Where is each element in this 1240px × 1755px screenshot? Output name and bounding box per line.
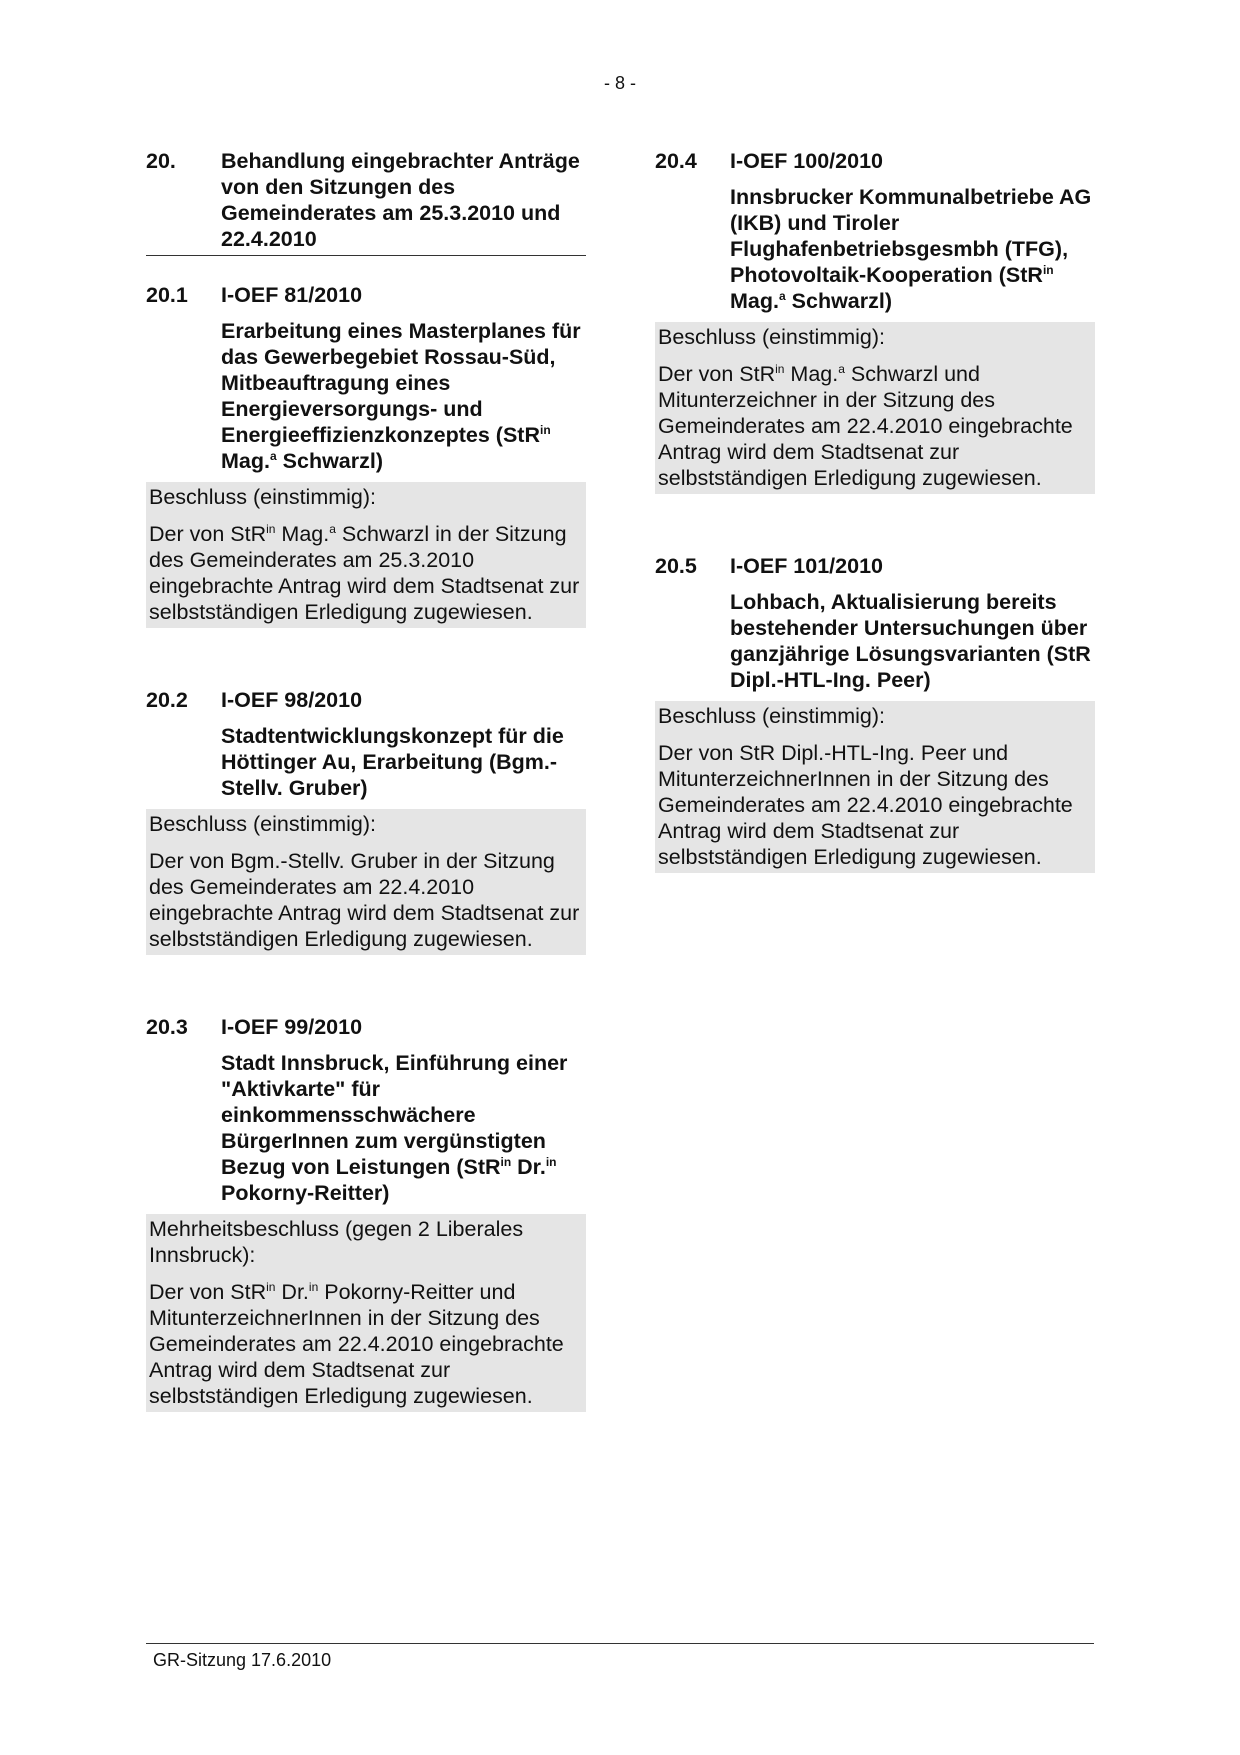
decision-box [146, 1214, 586, 1412]
item-title: Stadtentwicklungskonzept für die Höttinger Au, Erarbeitung (Bgm.-Stellv. Gruber) [221, 724, 564, 800]
agenda-item-20-3 [146, 1014, 586, 1412]
decision-box [655, 701, 1095, 873]
footer-divider [146, 1643, 1094, 1644]
item-title: Erarbeitung eines Masterplanes für das Gewerbegebiet Rossau-Süd, Mitbeauftragung eines Energieversorgungs- und Energieeffizienzkonzeptes (StR$^{in}$ Mag.$^a$ Schwarzl) [221, 319, 581, 473]
right-column [655, 148, 1095, 873]
item-code: I-OEF 101/2010 [730, 554, 883, 578]
decision-text: Der von Bgm.-Stellv. Gruber in der Sitzung des Gemeinderates am 22.4.2010 eingebrachte Antrag wird dem Stadtsenat zur selbstständigen Erledigung zugewiesen. [149, 849, 580, 951]
decision-label: Beschluss (einstimmig): [149, 812, 376, 836]
item-number: 20.5 [655, 554, 697, 578]
item-code: I-OEF 99/2010 [221, 1015, 363, 1039]
decision-text: Der von StR Dipl.-HTL-Ing. Peer und MitunterzeichnerInnen in der Sitzung des Gemeinderates am 22.4.2010 eingebrachte Antrag wird dem Stadtsenat zur selbstständigen Erledigung zugewiesen. [658, 741, 1073, 869]
decision-label: Beschluss (einstimmig): [149, 485, 376, 509]
item-number: 20.4 [655, 149, 697, 173]
left-column [146, 148, 586, 1412]
page-number: - 8 - [603, 73, 636, 93]
section-number: 20. [146, 149, 176, 173]
item-number: 20.3 [146, 1015, 188, 1039]
item-title: Stadt Innsbruck, Einführung einer "Aktivkarte" für einkommensschwächere BürgerInnen zum vergünstigten Bezug von Leistungen (StR$^{in}$ Dr.$^{in}$ Pokorny-Reitter) [221, 1051, 568, 1205]
footer-text: GR-Sitzung 17.6.2010 [153, 1650, 332, 1670]
agenda-item-20-4 [655, 148, 1095, 494]
decision-text: Der von StR$^{in}$ Dr.$^{in}$ Pokorny-Reitter und MitunterzeichnerInnen in der Sitzung des Gemeinderates am 22.4.2010 eingebrachte Antrag wird dem Stadtsenat zur selbstständigen Erledigung zugewiesen. [149, 1279, 564, 1408]
decision-label: Beschluss (einstimmig): [658, 704, 885, 728]
item-code: I-OEF 98/2010 [221, 688, 363, 712]
item-code: I-OEF 100/2010 [730, 149, 883, 173]
agenda-item-20-5 [655, 553, 1095, 873]
item-title: Lohbach, Aktualisierung bereits bestehender Untersuchungen über ganzjährige Lösungsvarianten (StR Dipl.-HTL-Ing. Peer) [730, 590, 1091, 692]
item-code: I-OEF 81/2010 [221, 283, 363, 307]
item-number: 20.2 [146, 688, 188, 712]
decision-label: Beschluss (einstimmig): [658, 325, 885, 349]
section-heading [146, 148, 586, 256]
decision-text: Der von StR$^{in}$ Mag.$^a$ Schwarzl und Mitunterzeichner in der Sitzung des Gemeinderates am 22.4.2010 eingebrachte Antrag wird dem Stadtsenat zur selbstständigen Erledigung zugewiesen. [658, 361, 1073, 490]
section-title: Behandlung eingebrachter Anträge von den Sitzungen des Gemeinderates am 25.3.2010 und 22.4.2010 [221, 149, 580, 251]
item-number: 20.1 [146, 283, 188, 307]
agenda-item-20-1 [146, 282, 586, 628]
decision-box [146, 482, 586, 628]
item-title: Innsbrucker Kommunalbetriebe AG (IKB) und Tiroler Flughafenbetriebsgesmbh (TFG), Photovoltaik-Kooperation (StR$^{in}$ Mag.$^a$ Schwarzl) [730, 185, 1092, 313]
decision-text: Der von StR$^{in}$ Mag.$^a$ Schwarzl in der Sitzung des Gemeinderates am 25.3.2010 eingebrachte Antrag wird dem Stadtsenat zur selbstständigen Erledigung zugewiesen. [149, 521, 580, 624]
decision-box [655, 322, 1095, 494]
decision-label: Mehrheitsbeschluss (gegen 2 Liberales Innsbruck): [149, 1217, 524, 1267]
agenda-item-20-2 [146, 687, 586, 955]
decision-box [146, 809, 586, 955]
